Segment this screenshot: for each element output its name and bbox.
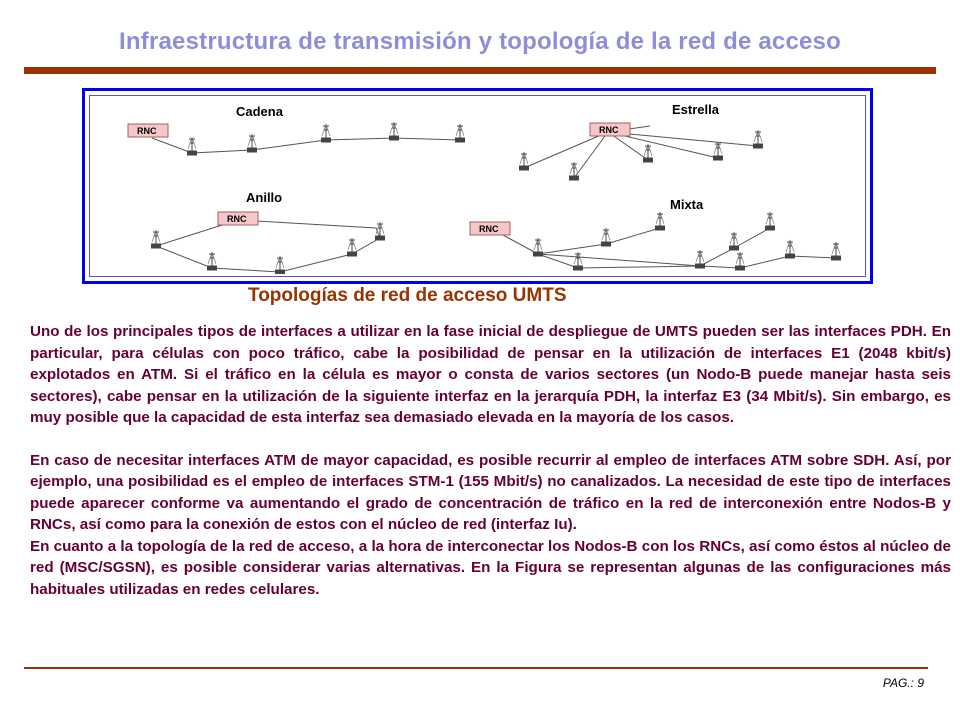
nodeb-icon (455, 124, 465, 143)
paragraph-sdh: En caso de necesitar interfaces ATM de mayor capacidad, es posible recurrir al empleo de interfaces ATM sobre SDH. Así, por ejemplo, una posibilidad es el empleo de interfaces STM-1 (155 Mbit/s) no canalizados. La necesidad de este tipo de interfaces puede aparecer conforme va aumentando el grado de concentración de tráfico en la red de interconexión entre Nodos-B y RNCs, así como para la conexión de estos con el núcleo de red (interfaz Iu). (30, 451, 951, 533)
nodeb-icon (389, 122, 399, 141)
nodeb-icon (735, 252, 745, 271)
paragraph-topology: En cuanto a la topología de la red de acceso, a la hora de interconectar los Nodos-B con los RNCs, así como éstos al núcleo de red (MSC/SGSN), es posible considerar varias alternativas. En la Figura se representan algunas de las configuraciones más habituales utilizadas en redes celulares. (30, 537, 951, 598)
nodeb-icon (753, 130, 763, 149)
nodeb-icon (321, 124, 331, 143)
nodeb-icon (695, 250, 705, 269)
topology-figure (82, 88, 873, 284)
nodeb-icon (785, 240, 795, 259)
star-topology (519, 123, 763, 181)
nodeb-icon (643, 144, 653, 163)
body-text (30, 321, 951, 600)
nodeb-icon (765, 212, 775, 231)
chain-topology (128, 122, 465, 156)
title-divider (24, 67, 936, 74)
paragraph-pdh: Uno de los principales tipos de interfaces a utilizar en la fase inicial de despliegue de UMTS pueden ser las interfaces PDH. En particular, para células con poco tráfico, cabe la posibilidad de pensar en la utilización de interfaces E1 (2048 kbit/s) explotados en ATM. Si el tráfico en la célula es mayor o consta de varios sectores (un Nodo-B puede manejar hasta seis sectores), cabe pensar en la utilización de la siguiente interfaz en la jerarquía PDH, la interfaz E3 (34 Mbit/s). Sin embargo, es muy posible que la capacidad de esta interfaz sea demasiado elevada en la mayoría de los casos. (30, 323, 951, 426)
nodeb-icon (569, 162, 579, 181)
topology-figure-inner (89, 95, 866, 277)
nodeb-icon (573, 252, 583, 271)
nodeb-icon (375, 222, 385, 241)
rnc-star-label: RNC (599, 125, 619, 135)
topology-diagram (90, 96, 863, 274)
nodeb-icon (713, 142, 723, 161)
nodeb-icon (347, 238, 357, 257)
rnc-mixed-label: RNC (479, 224, 499, 234)
nodeb-icon (655, 212, 665, 231)
rnc-chain-label: RNC (137, 126, 157, 136)
nodeb-icon (151, 230, 161, 249)
nodeb-icon (275, 256, 285, 274)
nodeb-icon (533, 238, 543, 257)
page-number: PAG.: 9 (882, 676, 924, 690)
rnc-ring-label: RNC (227, 214, 247, 224)
nodeb-icon (247, 134, 257, 153)
nodeb-icon (187, 137, 197, 156)
footer-divider (24, 667, 928, 669)
nodeb-icon (831, 242, 841, 261)
slide-title: Infraestructura de transmisión y topología de la red de acceso (119, 28, 841, 55)
ring-topology (151, 212, 385, 274)
label-mixed: Mixta (670, 197, 704, 212)
label-chain: Cadena (236, 104, 283, 119)
figure-caption: Topologías de red de acceso UMTS (248, 285, 567, 306)
nodeb-icon (729, 232, 739, 251)
label-star: Estrella (672, 102, 719, 117)
nodeb-icon (207, 252, 217, 271)
label-ring: Anillo (246, 190, 283, 205)
mixed-topology (470, 212, 841, 271)
nodeb-icon (519, 152, 529, 171)
nodeb-icon (601, 228, 611, 247)
